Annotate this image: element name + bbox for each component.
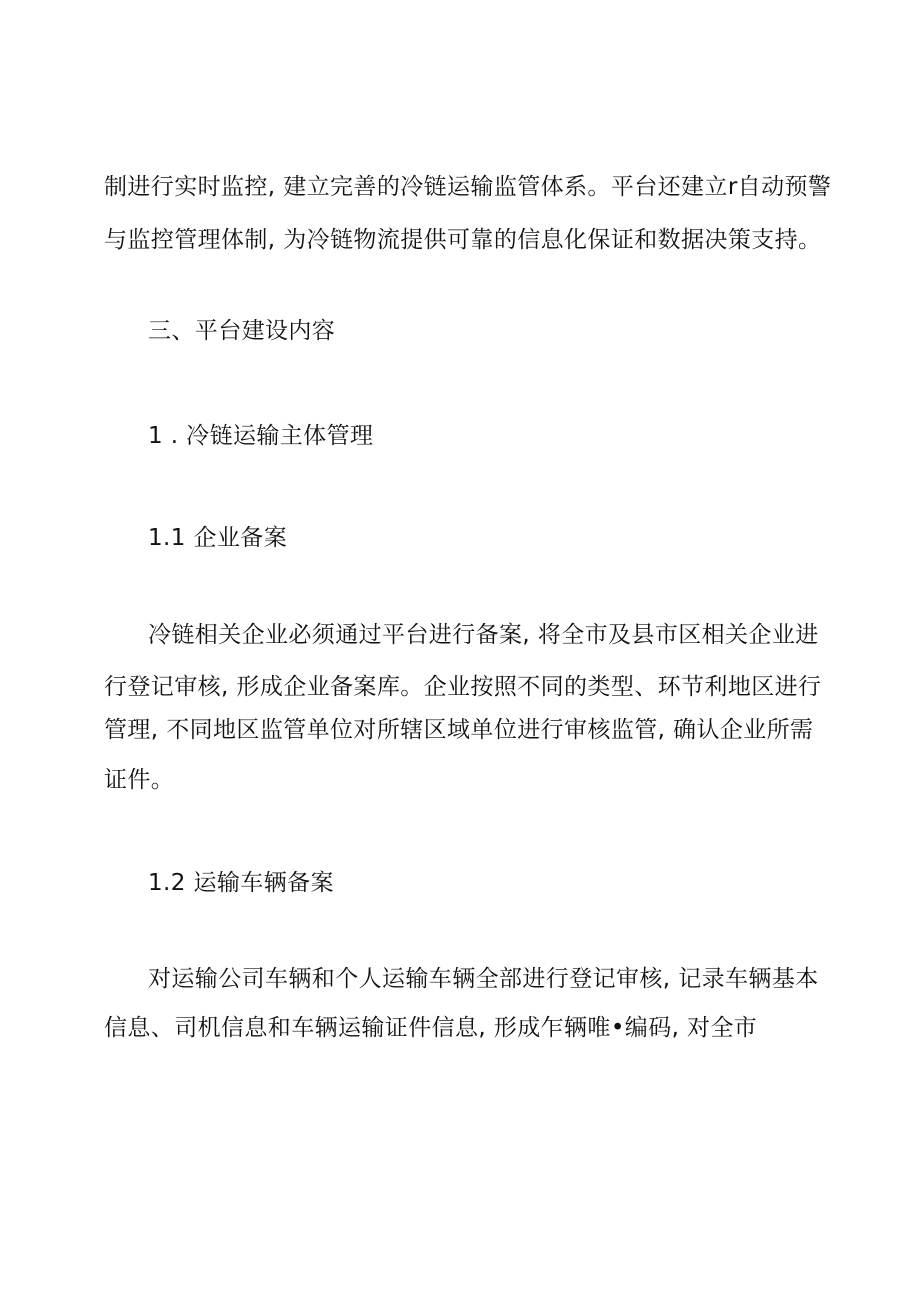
- item-1-2-line-2: 信息、司机信息和车辆运输证件信息, 形成乍辆唯•编码, 对全市: [104, 1015, 758, 1041]
- item-1-1-line-1: 冷链相关企业必须通过平台进行备案, 将全市及县市区相关企业进: [148, 622, 819, 648]
- item-1-2-heading: 1.2 运输车辆备案: [148, 870, 334, 896]
- item-1-1-heading: 1.1 企业备案: [148, 525, 288, 551]
- section-heading: 三、平台建设内容: [148, 318, 336, 344]
- intro-line-1: 制进行实时监控, 建立完善的冷链运输监管体系。平台还建立r自动预警: [104, 174, 832, 200]
- intro-line-2: 与监控管理体制, 为冷链物流提供可靠的信息化保证和数据决策支持。: [104, 227, 822, 253]
- item-1-1-line-2: 行登记审核, 形成企业备案库。企业按照不同的类型、环节利地区进行: [104, 674, 822, 700]
- item-1-2-line-1: 对运输公司车辆和个人运输车辆全部进行登记审核, 记录车辆基本: [148, 966, 819, 992]
- item-1-1-line-3: 管理, 不同地区监管单位对所辖区域单位进行审核监管, 确认企业所需: [104, 717, 814, 743]
- subsection-heading: 1 . 冷链运输主体管理: [148, 423, 374, 449]
- item-1-1-line-4: 证件。: [104, 767, 175, 793]
